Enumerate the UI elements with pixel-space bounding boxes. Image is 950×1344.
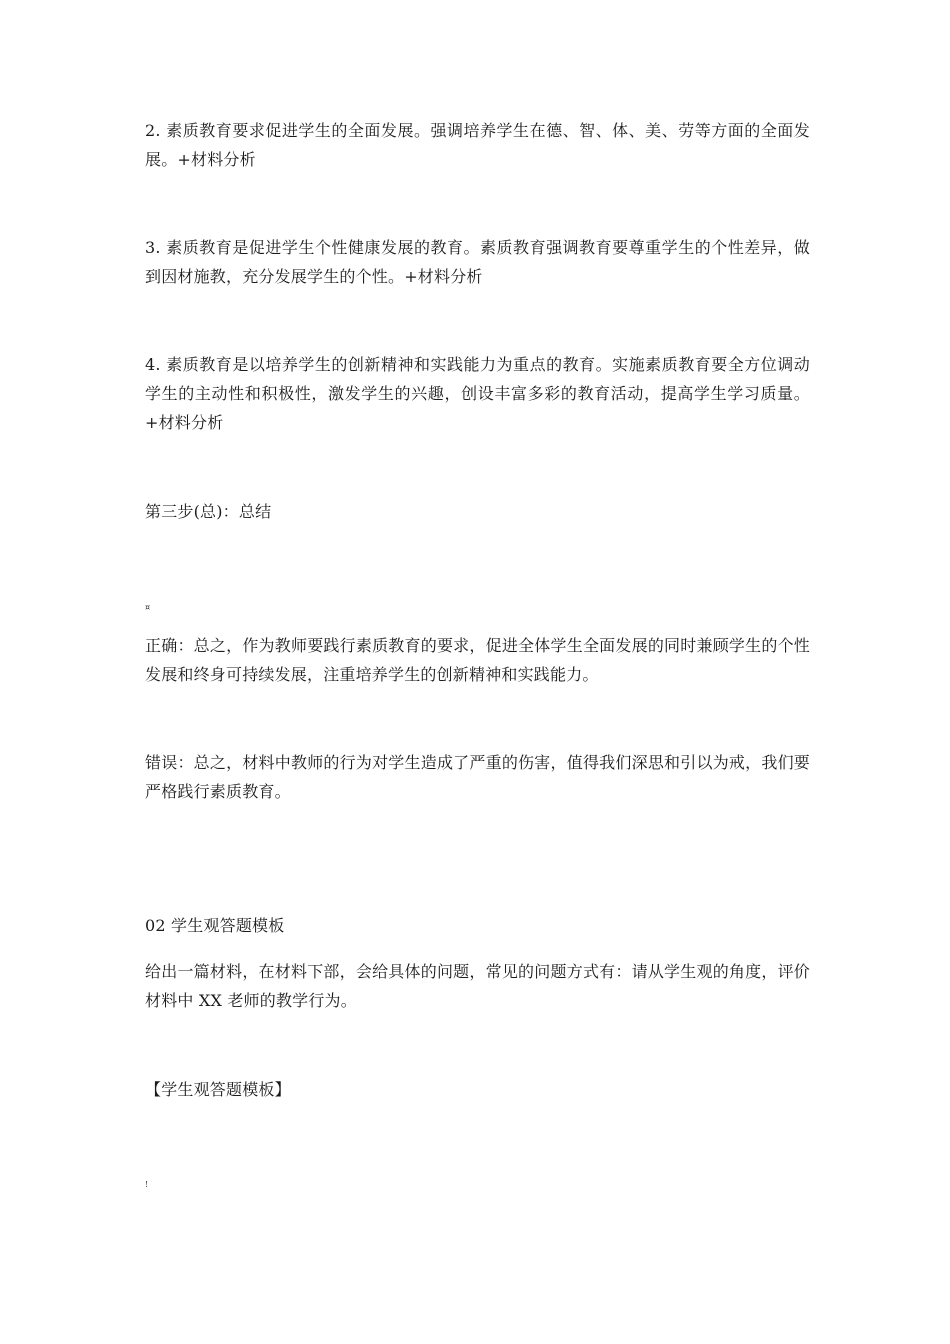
paragraph-point-3: 3. 素质教育是促进学生个性健康发展的教育。素质教育强调教育要尊重学生的个性差异，做到因材施教，充分发展学生的个性。+材料分析 <box>145 238 810 286</box>
paragraph-question-intro: 给出一篇材料，在材料下部，会给具体的问题，常见的问题方式有：请从学生观的角度，评价材料中 XX 老师的教学行为。 <box>145 962 810 1010</box>
step-three-heading: 第三步(总)：总结 <box>145 502 272 521</box>
paragraph-point-4: 4. 素质教育是以培养学生的创新精神和实践能力为重点的教育。实施素质教育要全方位调动学生的主动性和积极性，激发学生的兴趣，创设丰富多彩的教育活动，提高学生学习质量。+材料分析 <box>145 355 810 432</box>
stray-mark-1: ¤ <box>145 603 151 612</box>
paragraph-correct: 正确：总之，作为教师要践行素质教育的要求，促进全体学生全面发展的同时兼顾学生的个性发展和终身可持续发展，注重培养学生的创新精神和实践能力。 <box>145 636 810 684</box>
paragraph-point-2: 2. 素质教育要求促进学生的全面发展。强调培养学生在德、智、体、美、劳等方面的全面发展。+材料分析 <box>145 121 810 169</box>
stray-mark-2: ! <box>145 1180 149 1189</box>
paragraph-wrong: 错误：总之，材料中教师的行为对学生造成了严重的伤害，值得我们深思和引以为戒，我们要严格践行素质教育。 <box>145 753 810 801</box>
template-title: 【学生观答题模板】 <box>145 1080 291 1099</box>
section-heading-student-view: 02 学生观答题模板 <box>145 916 285 935</box>
